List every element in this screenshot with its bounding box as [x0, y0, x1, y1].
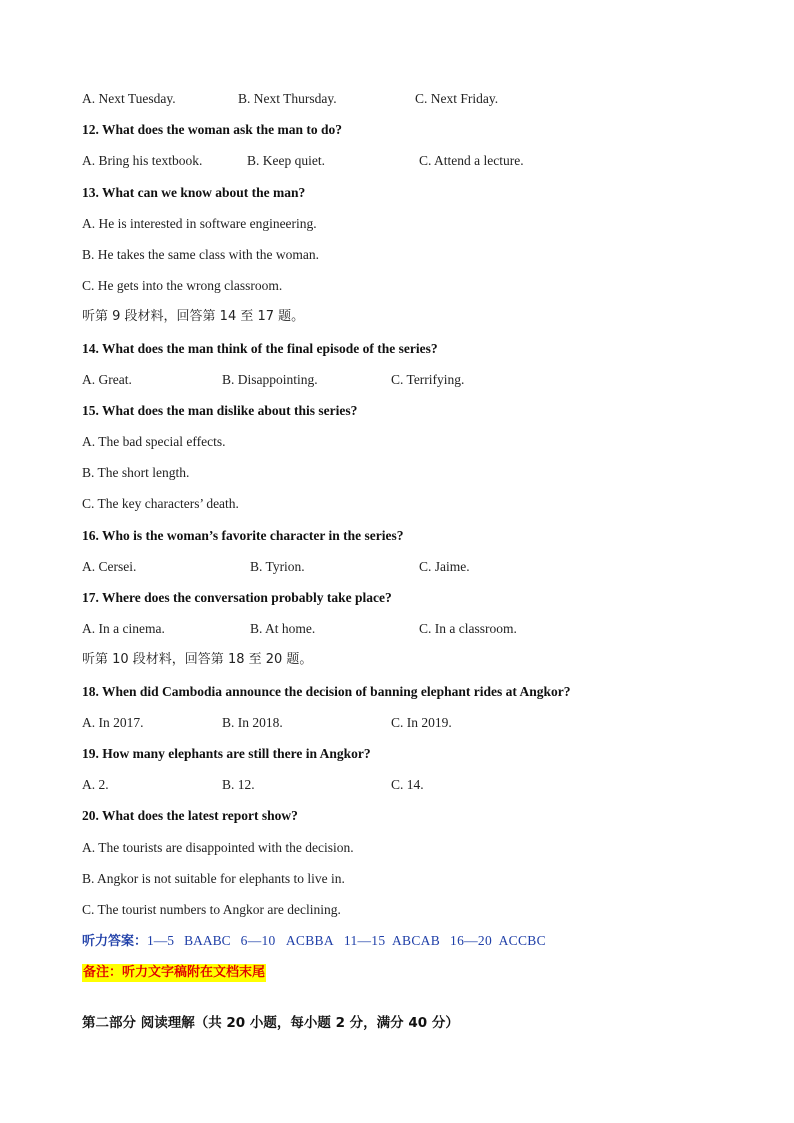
q20-option-a: A. The tourists are disappointed with the decision.	[82, 839, 354, 855]
q18-option-b: B. In 2018.	[222, 714, 283, 730]
q20-question: 20. What does the latest report show?	[82, 808, 298, 824]
instruction-section-9: 听第 9 段材料，回答第 14 至 17 题。	[82, 309, 305, 325]
exam-page	[82, 86, 722, 1042]
q20-option-b: B. Angkor is not suitable for elephants to live in.	[82, 870, 345, 886]
q18-question: 18. When did Cambodia announce the decision of banning elephant rides at Angkor?	[82, 683, 571, 699]
q19-options	[82, 772, 722, 803]
spacer	[82, 990, 722, 1010]
q19-question: 19. How many elephants are still there in Angkor?	[82, 745, 371, 761]
q13-option-a: A. He is interested in software engineering.	[82, 215, 317, 231]
answers-group-1: 1—5 BAABC	[147, 933, 231, 949]
q19-option-b: B. 12.	[222, 777, 255, 793]
instruction-section-10: 听第 10 段材料，回答第 18 至 20 题。	[82, 652, 313, 668]
q11-options	[82, 86, 722, 117]
q11-option-c: C. Next Friday.	[415, 91, 499, 106]
answers-group-3: 11—15 ABCAB	[343, 933, 441, 949]
q15-question: 15. What does the man dislike about this series?	[82, 402, 358, 418]
q17-option-c: C. In a classroom.	[419, 621, 517, 637]
q12-question: 12. What does the woman ask the man to do?	[82, 122, 343, 138]
q16-option-b: B. Tyrion.	[250, 558, 305, 574]
q14-option-b: B. Disappointing.	[222, 371, 318, 387]
note-line	[82, 959, 722, 990]
q17-options	[82, 616, 722, 647]
q12-option-c: C. Attend a lecture.	[419, 153, 524, 169]
q20-option-c: C. The tourist numbers to Angkor are declining.	[82, 901, 341, 917]
answers-label: 听力答案：	[82, 934, 148, 950]
answers-group-4: 16—20 ACCBC	[450, 933, 546, 949]
q11-option-b: B. Next Thursday.	[238, 91, 337, 106]
transcript-note: 备注：听力文字稿附在文档末尾	[83, 965, 266, 981]
listening-answers	[82, 928, 722, 959]
q16-options	[82, 554, 722, 585]
q14-question: 14. What does the man think of the final episode of the series?	[82, 340, 438, 356]
q16-question: 16. Who is the woman’s favorite character in the series?	[82, 527, 404, 543]
q15-option-a: A. The bad special effects.	[82, 434, 226, 450]
q14-option-a: A. Great.	[82, 371, 132, 387]
q16-option-c: C. Jaime.	[419, 558, 470, 574]
q18-options	[82, 710, 722, 741]
answers-group-2: 6—10 ACBBA	[240, 933, 334, 949]
q17-question: 17. Where does the conversation probably take place?	[82, 590, 392, 605]
q17-option-a: A. In a cinema.	[82, 621, 165, 637]
q12-option-a: A. Bring his textbook.	[82, 153, 203, 169]
q18-option-a: A. In 2017.	[82, 714, 144, 730]
q15-option-b: B. The short length.	[82, 465, 190, 481]
q15-option-c: C. The key characters’ death.	[82, 496, 239, 512]
q13-option-b: B. He takes the same class with the woman.	[82, 246, 319, 262]
q19-option-c: C. 14.	[391, 777, 424, 793]
q11-option-a: A. Next Tuesday.	[82, 91, 176, 106]
q12-option-b: B. Keep quiet.	[247, 153, 325, 169]
q18-option-c: C. In 2019.	[391, 714, 452, 730]
q19-option-a: A. 2.	[82, 777, 109, 793]
q14-options	[82, 367, 722, 398]
q14-option-c: C. Terrifying.	[391, 371, 465, 387]
section-title: 第二部分 阅读理解（共 20 小题，每小题 2 分，满分 40 分）	[82, 1015, 459, 1032]
q13-question: 13. What can we know about the man?	[82, 184, 306, 200]
q13-option-c: C. He gets into the wrong classroom.	[82, 278, 283, 294]
q12-options	[82, 148, 722, 179]
q17-option-b: B. At home.	[250, 621, 316, 637]
q16-option-a: A. Cersei.	[82, 558, 137, 574]
